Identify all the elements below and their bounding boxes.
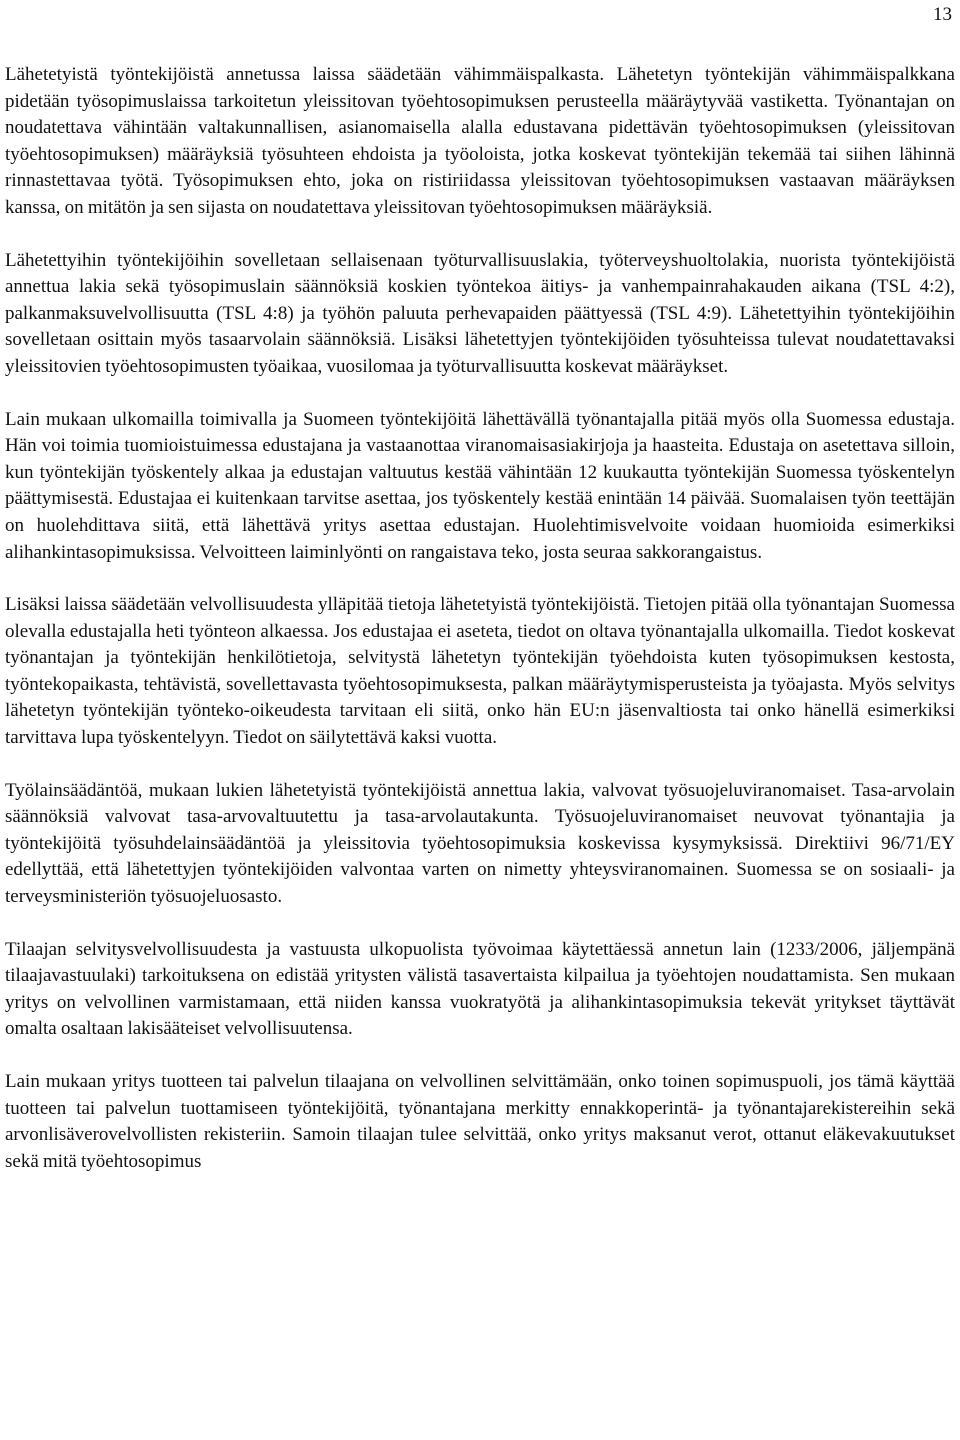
paragraph-representative-in-finland: Lain mukaan ulkomailla toimivalla ja Suomeen työntekijöitä lähettävällä työnantajalla pitää myös olla Suomessa edustaja. Hän voi toimia tuomioistuimessa edustajana ja vastaanottaa viranomaisasiakirjoja ja haasteita. Edustaja on asetettava silloin, kun työntekijän työskentely alkaa ja edustajan valtuutus kestää vähintään 12 kuukautta työntekijän Suomessa työskentelyn päättymisestä. Edustajaa ei kuitenkaan tarvitse asettaa, jos työskentely kestää enintään 14 päivää. Suomalaisen työn teettäjän on huolehdittava siitä, että lähettävä yritys asettaa edustajan. Huolehtimisvelvoite voidaan huomioida esimerkiksi alihankintasopimuksissa. Velvoitteen laiminlyönti on rangaistava teko, josta seuraa sakkorangaistus. <box>5 408 955 563</box>
document-body <box>5 62 955 1201</box>
paragraph-applicable-laws: Lähetettyihin työntekijöihin sovelletaan sellaisenaan työturvallisuuslakia, työterveyshuoltolakia, nuorista työntekijöistä annettua lakia sekä työsopimuslain säännöksiä koskien työntekoa äitiys- ja vanhempainrahakauden aikana (TSL 4:2), palkanmaksuvelvollisuutta (TSL 4:8) ja työhön paluuta perhevapaiden päättyessä (TSL 4:9). Lähetettyihin työntekijöihin sovelletaan osittain myös tasaarvolain säännöksiä. Lisäksi lähetettyjen työntekijöiden työsuhteissa tulevat noudatettavaksi yleissitovien työehtosopimusten työaikaa, vuosilomaa ja työturvallisuutta koskevat määräykset. <box>5 249 955 377</box>
paragraph-supervising-authorities: Työlainsäädäntöä, mukaan lukien lähetetyistä työntekijöistä annettua lakia, valvovat työsuojeluviranomaiset. Tasa-arvolain säännöksiä valvovat tasa-arvovaltuutettu ja tasa-arvolautakunta. Työsuojeluviranomaiset neuvovat työnantajia ja työntekijöitä työsuhdelainsäädäntöä ja yleissitovia työehtosopimuksia koskevissa kysymyksissä. Direktiivi 96/71/EY edellyttää, että lähetettyjen työntekijöiden valvontaa varten on nimetty yhteysviranomainen. Suomessa se on sosiaali- ja terveysministeriön työsuojeluosasto. <box>5 779 955 908</box>
paragraph-contractor-obligations: Lain mukaan yritys tuotteen tai palvelun tilaajana on velvollinen selvittämään, onko toinen sopimuspuoli, jos tämä käyttää tuotteen tai palvelun tuottamiseen työntekijöitä, työnantajana merkitty ennakkoperintä- ja työnantajarekistereihin sekä arvonlisäverovelvollisten rekisteriin. Samoin tilaajan tulee selvittää, onko yritys maksanut verot, ottanut eläkevakuutukset sekä mitä työehtosopimus <box>5 1071 955 1172</box>
page-number: 13 <box>933 4 952 25</box>
paragraph-record-keeping-obligation: Lisäksi laissa säädetään velvollisuudesta ylläpitää tietoja lähetetyistä työntekijöistä. Tietojen pitää olla työnantajan Suomessa olevalla edustajalla heti työnteon alkaessa. Jos edustajaa ei aseteta, tiedot on oltava työnantajalla ulkomailla. Tiedot koskevat työnantajan ja työntekijän henkilötietoja, selvitystä lähetetyn työntekijän työehdoista kuten työsopimuksen kestosta, työntekopaikasta, tehtävistä, sovellettavasta työehtosopimuksesta, palkan määräytymisperusteista ja työajasta. Myös selvitys lähetetyn työntekijän työnteko-oikeudesta tarvitaan eli siitä, onko hän EU:n jäsenvaltiosta tai onko hänellä esimerkiksi tarvittava lupa työskentelyyn. Tiedot on säilytettävä kaksi vuotta. <box>5 594 955 749</box>
paragraph-posted-workers-minimum-wage: Lähetetyistä työntekijöistä annetussa laissa säädetään vähimmäispalkasta. Lähetetyn työntekijän vähimmäispalkkana pidetään työsopimuslaissa tarkoitetun yleissitovan työehtosopimuksen perusteella määräytyvää vastiketta. Työnantajan on noudatettava vähintään valtakunnallisen, asianomaisella alalla edustavana pidettävän työehtosopimuksen (yleissitovan työehtosopimuksen) määräyksiä työsuhteen ehdoista ja työoloista, jotka koskevat työntekijän tekemää tai siihen lähinnä rinnastettavaa työtä. Työsopimuksen ehto, joka on ristiriidassa yleissitovan työehtosopimuksen vastaavan määräyksen kanssa, on mitätön ja sen sijasta on noudatettava yleissitovan työehtosopimuksen määräyksiä. <box>5 64 955 218</box>
paragraph-contractor-liability-act: Tilaajan selvitysvelvollisuudesta ja vastuusta ulkopuolista työvoimaa käytettäessä annetun lain (1233/2006, jäljempänä tilaajavastuulaki) tarkoituksena on edistää yritysten välistä tasavertaista kilpailua ja työehtojen noudattamista. Sen mukaan yritys on velvollinen varmistamaan, että niiden kanssa vuokratyötä ja alihankintasopimuksia tekevät yritykset täyttävät omalta osaltaan lakisääteiset velvollisuutensa. <box>5 938 955 1040</box>
